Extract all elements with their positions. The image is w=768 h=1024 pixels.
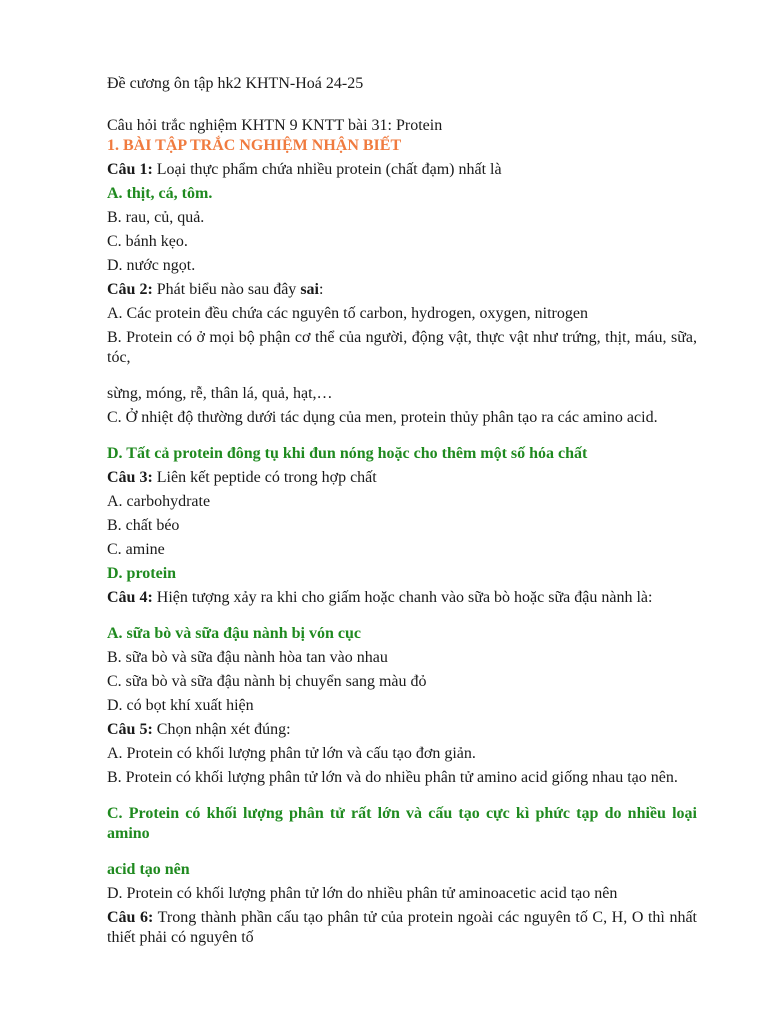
question-text: Trong thành phần cấu tạo phân tử của protein ngoài các nguyên tố C, H, O thì nhất thiết phải có nguyên tố [107,909,697,946]
question-tail: : [318,281,324,298]
question-1 [107,160,697,180]
q3-option-b: B. chất béo [107,517,180,534]
q5-option-a: A. Protein có khối lượng phân tử lớn và cấu tạo đơn giản. [107,745,476,762]
question-label: Câu 2: [107,281,153,298]
question-text: Liên kết peptide có trong hợp chất [152,469,377,486]
question-text: Loại thực phẩm chứa nhiều protein (chất đạm) nhất là [152,161,502,178]
question-label: Câu 5: [107,721,153,738]
q4-option-b: B. sữa bò và sữa đậu nành hòa tan vào nhau [107,649,388,666]
question-label: Câu 4: [107,589,153,606]
question-label: Câu 1: [107,161,153,178]
q5-option-c-continued: acid tạo nên [107,861,190,878]
document-subtitle: Câu hỏi trắc nghiệm KHTN 9 KNTT bài 31: Protein [107,117,443,134]
q4-option-d: D. có bọt khí xuất hiện [107,697,254,714]
q4-option-c: C. sữa bò và sữa đậu nành bị chuyển sang màu đỏ [107,673,427,690]
q5-option-d: D. Protein có khối lượng phân tử lớn do nhiều phân tử aminoacetic acid tạo nên [107,885,618,902]
q2-option-a: A. Các protein đều chứa các nguyên tố carbon, hydrogen, oxygen, nitrogen [107,305,588,322]
question-2 [107,280,697,300]
q5-option-b: B. Protein có khối lượng phân tử lớn và do nhiều phân tử amino acid giống nhau tạo nên. [107,769,678,786]
question-3 [107,468,697,488]
section-heading: 1. BÀI TẬP TRẮC NGHIỆM NHẬN BIẾT [107,137,402,154]
question-text: Phát biểu nào sau đây [152,281,301,298]
question-emphasis: sai [300,281,319,298]
q1-option-a-correct: A. thịt, cá, tôm. [107,185,213,202]
question-label: Câu 6: [107,909,154,926]
q2-option-c: C. Ở nhiệt độ thường dưới tác dụng của men, protein thủy phân tạo ra các amino acid. [107,409,658,426]
q4-option-a-correct: A. sữa bò và sữa đậu nành bị vón cục [107,625,361,642]
q2-option-d-correct: D. Tất cả protein đông tụ khi đun nóng hoặc cho thêm một số hóa chất [107,445,588,462]
q3-option-d-correct: D. protein [107,565,177,582]
document-page [107,0,697,964]
question-6 [107,908,697,948]
q2-option-b-continued: sừng, móng, rễ, thân lá, quả, hạt,… [107,385,333,402]
document-title: Đề cương ôn tập hk2 KHTN-Hoá 24-25 [107,75,364,92]
question-4 [107,588,697,608]
q3-option-c: C. amine [107,541,165,558]
q1-option-b: B. rau, củ, quả. [107,209,205,226]
question-label: Câu 3: [107,469,153,486]
q1-option-d: D. nước ngọt. [107,257,196,274]
question-5 [107,720,697,740]
question-text: Hiện tượng xảy ra khi cho giấm hoặc chanh vào sữa bò hoặc sữa đậu nành là: [152,589,653,606]
q5-option-c-correct: C. Protein có khối lượng phân tử rất lớn và cấu tạo cực kì phức tạp do nhiều loại amino [107,805,697,842]
q3-option-a: A. carbohydrate [107,493,211,510]
q2-option-b: B. Protein có ở mọi bộ phận cơ thể của người, động vật, thực vật như trứng, thịt, máu, sữa, tóc, [107,329,697,366]
q1-option-c: C. bánh kẹo. [107,233,188,250]
question-text: Chọn nhận xét đúng: [152,721,291,738]
